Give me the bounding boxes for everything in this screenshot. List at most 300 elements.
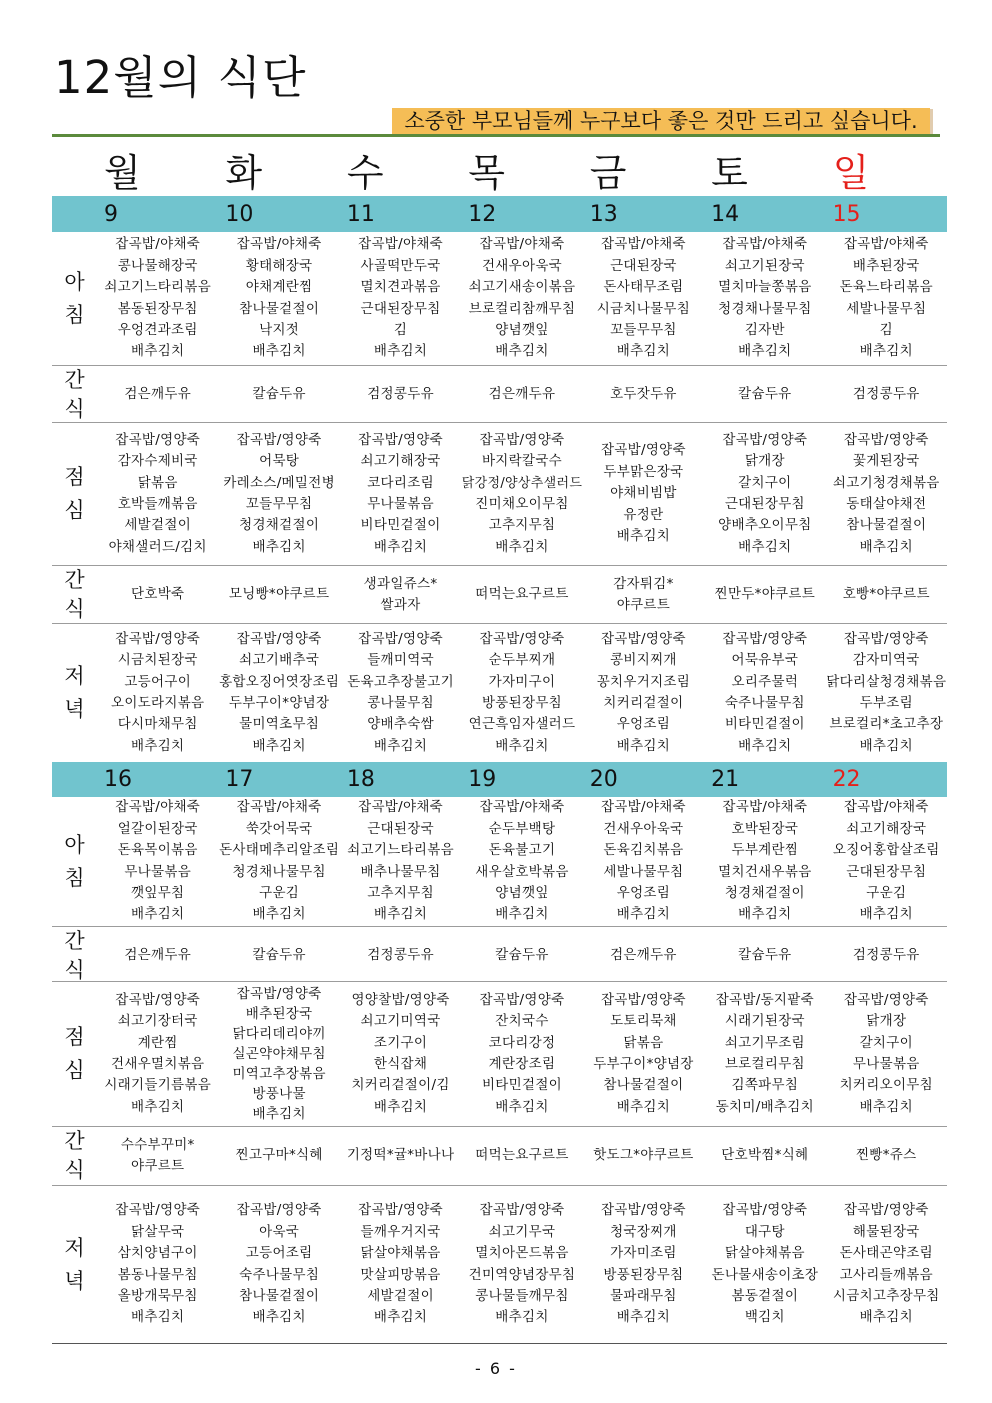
date-number: 18 [346, 767, 375, 792]
menu-item: 검은깨두유 [610, 947, 677, 964]
menu-cell [461, 366, 582, 424]
menu-item: 해물된장국 [852, 1223, 920, 1240]
menu-item: 잡곡밥/영양죽 [600, 991, 686, 1008]
menu-item: 배추김치 [252, 538, 306, 555]
menu-item: 잡곡밥/영양죽 [358, 630, 444, 647]
menu-item: 돈육불고기 [488, 842, 556, 859]
meal-label-char: 간 [64, 368, 85, 392]
menu-item: 쇠고기새송이볶음 [468, 279, 576, 296]
menu-item: 잡곡밥/영양죽 [236, 630, 322, 647]
menu-item: 잡곡밥/영양죽 [600, 630, 686, 647]
menu-item: 닭다리살청경채볶음 [826, 673, 947, 690]
menu-item: 오징어홍합살조림 [832, 842, 940, 859]
menu-item: 두부계란찜 [731, 842, 799, 859]
menu-item: 닭살무국 [131, 1223, 185, 1240]
menu-item: 돈사태무조림 [603, 279, 684, 296]
menu-cell [461, 624, 582, 762]
menu-item: 치커리겉절이/김 [351, 1077, 450, 1094]
menu-item: 검은깨두유 [124, 386, 192, 403]
menu-item: 브로컬리참깨무침 [468, 300, 576, 317]
meal-label-char: 식 [64, 597, 85, 621]
menu-item: 두부조림 [859, 695, 913, 711]
menu-item: 우엉견과조림 [117, 321, 198, 338]
menu-item: 잡곡밥/영양죽 [843, 431, 929, 448]
menu-item: 잡곡밥/영양죽 [722, 630, 808, 647]
menu-item: 잡곡밥/야채죽 [358, 799, 444, 816]
menu-item: 청경채나물무침 [718, 300, 812, 317]
menu-item: 잡곡밥/영양죽 [843, 1202, 929, 1219]
meal-label-char: 점 [64, 1025, 85, 1049]
menu-item: 감자미역국 [852, 652, 920, 669]
menu-item: 잡곡밥/동지팥죽 [715, 991, 814, 1008]
menu-item: 근대된장무침 [846, 863, 927, 880]
menu-cell [340, 797, 461, 926]
menu-item: 봄동겉절이 [731, 1287, 799, 1304]
menu-item: 고등어조림 [245, 1245, 313, 1262]
meal-row-lunch [52, 423, 947, 566]
menu-item: 칼슘두유 [495, 947, 549, 964]
menu-item: 야채비빔밥 [610, 485, 677, 502]
meal-label-char: 저 [64, 664, 85, 688]
menu-item: 단호박찜*식혜 [721, 1147, 809, 1164]
menu-item: 맛살피망볶음 [360, 1266, 441, 1283]
weekday-label: 수 [346, 151, 384, 195]
menu-item: 황태해장국 [245, 257, 313, 274]
menu-item: 배추김치 [373, 906, 428, 923]
menu-item: 얼갈이된장국 [117, 820, 198, 837]
menu-cell [218, 982, 339, 1126]
menu-item: 단호박죽 [131, 586, 185, 603]
menu-cell [340, 1127, 461, 1185]
meal-label-char: 침 [64, 865, 85, 890]
menu-item: 참나물겉절이 [239, 300, 320, 317]
meal-label [52, 982, 97, 1126]
menu-item: 순두부찌개 [488, 652, 556, 669]
menu-item: 카레소스/메밀전병 [223, 474, 335, 491]
menu-item: 잡곡밥/영양죽 [115, 630, 201, 647]
menu-cell [583, 1127, 704, 1185]
menu-item: 숙주나물무침 [239, 1266, 320, 1283]
menu-item: 멸치견과볶음 [360, 279, 441, 296]
menu-cell [97, 423, 218, 565]
menu-item: 배추김치 [252, 737, 306, 754]
menu-item: 칼슘두유 [738, 386, 792, 403]
meal-row-lunch [52, 982, 947, 1127]
menu-item: 잡곡밥/영양죽 [600, 442, 686, 459]
menu-item: 잡곡밥/영양죽 [843, 630, 929, 647]
menu-cell [704, 982, 825, 1126]
menu-cell [340, 927, 461, 985]
menu-item: 쇠고기해장국 [360, 453, 441, 470]
meal-label-char: 녁 [64, 697, 85, 721]
menu-item: 고등어구이 [124, 673, 192, 690]
menu-cell [340, 566, 461, 624]
menu-item: 배추김치 [252, 1106, 306, 1123]
menu-item: 잡곡밥/영양죽 [479, 1202, 565, 1219]
menu-item: 검은깨두유 [488, 386, 556, 403]
menu-item: 칼슘두유 [252, 386, 306, 403]
menu-cell [340, 624, 461, 762]
menu-item: 배추김치 [859, 906, 913, 923]
menu-item: 두부맑은장국 [603, 463, 684, 480]
menu-item: 진미채오이무침 [475, 496, 569, 512]
menu-item: 배추김치 [738, 538, 792, 555]
menu-item: 대구탕 [744, 1223, 785, 1240]
meal-label-char: 녁 [64, 1268, 85, 1293]
menu-item: 수수부꾸미* [120, 1136, 195, 1153]
menu-item: 검정콩두유 [852, 386, 920, 403]
menu-item: 꼬들무무침 [245, 496, 313, 512]
menu-item: 돈육느타리볶음 [839, 279, 933, 296]
menu-item: 시금치된장국 [117, 652, 198, 669]
menu-cell [704, 1127, 825, 1185]
menu-item: 물파래무침 [610, 1287, 677, 1304]
menu-item: 잡곡밥/영양죽 [600, 1202, 686, 1219]
menu-item: 쇠고기해장국 [846, 820, 927, 837]
menu-item: 물미역초무침 [239, 716, 320, 733]
meal-label [52, 566, 97, 624]
meal-label-char: 식 [64, 397, 85, 421]
page-title: 12월의 식단 [54, 51, 307, 104]
menu-item: 배추김치 [131, 1098, 185, 1115]
menu-cell [218, 927, 339, 985]
menu-item: 양배추오이무침 [718, 517, 812, 534]
menu-item: 꼬들무무침 [610, 321, 677, 338]
menu-item: 배추된장국 [245, 1005, 313, 1022]
menu-cell [704, 1186, 825, 1343]
menu-item: 청경채겉절이 [724, 884, 805, 901]
menu-cell [218, 232, 339, 365]
menu-cell [704, 366, 825, 424]
menu-item: 가자미조림 [610, 1245, 677, 1262]
date-number: 11 [346, 201, 375, 227]
menu-item: 기정떡*귤*바나나 [346, 1147, 455, 1164]
menu-item: 잡곡밥/영양죽 [236, 1202, 322, 1219]
menu-cell [97, 366, 218, 424]
meal-label-char: 심 [64, 498, 85, 522]
weekday-label-sunday: 일 [832, 151, 870, 195]
menu-item: 잡곡밥/영양죽 [722, 1202, 808, 1219]
menu-item: 참나물겉절이 [603, 1077, 684, 1094]
menu-item: 시래기들기름볶음 [104, 1077, 212, 1094]
menu-item: 돈육김치볶음 [603, 842, 684, 859]
menu-item: 검은깨두유 [124, 947, 192, 964]
date-number: 17 [225, 767, 254, 792]
menu-item: 배추김치 [616, 528, 671, 545]
menu-item: 멸치건새우볶음 [718, 863, 812, 880]
menu-item: 김쪽파무침 [731, 1077, 799, 1094]
date-number: 20 [589, 767, 618, 792]
menu-item: 잡곡밥/영양죽 [722, 431, 808, 448]
menu-item: 배추김치 [252, 343, 306, 360]
meal-label [52, 927, 97, 985]
menu-item: 어묵유부국 [731, 652, 799, 669]
menu-item: 칼슘두유 [252, 947, 306, 964]
page-subtitle-highlight: 소중한 부모님들께 누구보다 좋은 것만 드리고 싶습니다. [392, 108, 930, 135]
meal-row-dinner [52, 624, 947, 762]
menu-item: 멸치마늘쫑볶음 [718, 279, 812, 296]
menu-item: 순두부백탕 [488, 820, 556, 837]
menu-cell [461, 566, 582, 624]
menu-cell [583, 982, 704, 1126]
menu-item: 양념깻잎 [495, 884, 549, 901]
menu-item: 닭볶음 [623, 1034, 664, 1051]
menu-item: 세발나물무침 [846, 300, 927, 317]
menu-item: 콩나물무침 [367, 695, 434, 711]
menu-item: 청경채나물무침 [232, 863, 326, 880]
menu-item: 잡곡밥/야채죽 [479, 799, 565, 816]
menu-item: 떠먹는요구르트 [475, 586, 569, 603]
menu-item: 배추김치 [616, 343, 671, 360]
menu-item: 한식잡채 [373, 1056, 428, 1072]
menu-item: 고추지무침 [367, 884, 434, 901]
meal-label [52, 1186, 97, 1343]
menu-item: 참나물겉절이 [239, 1287, 320, 1304]
menu-cell [704, 232, 825, 365]
menu-item: 잡곡밥/야채죽 [115, 799, 201, 816]
weekday-label: 월 [104, 151, 141, 195]
menu-cell [583, 566, 704, 624]
meal-label-char: 간 [64, 568, 85, 592]
menu-cell [340, 232, 461, 365]
menu-item: 배추김치 [859, 538, 913, 555]
menu-item: 계란찜 [137, 1034, 178, 1051]
menu-item: 잡곡밥/야채죽 [600, 799, 686, 816]
menu-item: 떠먹는요구르트 [475, 1147, 569, 1164]
menu-item: 찐빵*쥬스 [856, 1147, 917, 1164]
menu-item: 잡곡밥/야채죽 [236, 236, 322, 253]
menu-item: 야채계란찜 [245, 279, 313, 296]
meal-label-char: 간 [64, 929, 85, 953]
menu-item: 세발겉절이 [367, 1287, 434, 1304]
menu-item: 호두잣두유 [610, 386, 677, 403]
menu-cell [704, 423, 825, 565]
menu-item: 어묵탕 [259, 453, 300, 470]
menu-item: 콩나물들깨무침 [475, 1287, 569, 1304]
menu-item: 참나물겉절이 [846, 517, 927, 534]
menu-item: 생과일쥬스* [363, 575, 438, 592]
menu-cell [218, 1127, 339, 1185]
menu-item: 배추김치 [495, 1098, 549, 1115]
menu-item: 잡곡밥/영양죽 [358, 431, 444, 448]
menu-item: 고사리들깨볶음 [839, 1266, 933, 1283]
menu-item: 우엉조림 [616, 716, 671, 733]
menu-item: 감자수제비국 [117, 453, 198, 470]
menu-cell [826, 624, 947, 762]
date-number: 14 [711, 201, 740, 227]
menu-item: 브로컬리*초고추장 [829, 716, 944, 733]
menu-item: 갈치구이 [859, 1034, 913, 1051]
weekday-header [52, 150, 947, 196]
menu-item: 시금치나물무침 [596, 300, 691, 317]
menu-cell [461, 232, 582, 365]
meal-label [52, 423, 97, 565]
menu-item: 들깨미역국 [367, 652, 434, 669]
menu-item: 근대된장무침 [724, 496, 805, 512]
menu-cell [826, 927, 947, 985]
menu-item: 잡곡밥/야채죽 [722, 799, 808, 816]
menu-item: 잡곡밥/영양죽 [115, 1202, 201, 1219]
menu-item: 김 [879, 321, 893, 338]
menu-item: 올방개묵무침 [117, 1287, 198, 1304]
menu-item: 김 [393, 321, 408, 338]
meal-label-char: 간 [64, 1129, 85, 1153]
menu-item: 배추김치 [738, 906, 792, 923]
menu-item: 구운김 [866, 884, 907, 901]
menu-cell [97, 982, 218, 1126]
menu-item: 양배추숙쌈 [367, 716, 434, 733]
menu-item: 검정콩두유 [367, 947, 434, 964]
menu-item: 쇠고기무국 [488, 1223, 556, 1240]
menu-cell [218, 423, 339, 565]
menu-cell [826, 232, 947, 365]
menu-item: 새우살호박볶음 [475, 863, 569, 880]
menu-item: 쇠고기미역국 [360, 1013, 441, 1030]
menu-cell [583, 1186, 704, 1343]
menu-item: 근대된장국 [367, 820, 434, 837]
menu-cell [461, 423, 582, 565]
menu-item: 잡곡밥/영양죽 [358, 1202, 444, 1219]
date-number: 10 [225, 201, 254, 227]
menu-item: 야쿠르트 [616, 597, 671, 613]
menu-cell [461, 1127, 582, 1185]
menu-item: 배추김치 [131, 343, 185, 360]
menu-cell [826, 566, 947, 624]
menu-item: 코다리강정 [488, 1034, 556, 1051]
menu-item: 검정콩두유 [367, 386, 434, 403]
menu-item: 배추김치 [373, 1098, 428, 1115]
menu-item: 쇠고기느타리볶음 [104, 279, 212, 296]
menu-item: 배추김치 [859, 343, 913, 360]
menu-item: 닭강정/양상추샐러드 [461, 475, 583, 491]
menu-item: 건새우아욱국 [603, 820, 684, 837]
menu-cell [826, 1127, 947, 1185]
menu-cell [97, 927, 218, 985]
menu-cell [826, 366, 947, 424]
menu-cell [583, 927, 704, 985]
menu-item: 돈사태곤약조림 [839, 1245, 933, 1262]
menu-cell [97, 232, 218, 365]
menu-item: 잡곡밥/영양죽 [236, 985, 322, 1002]
menu-item: 잡곡밥/영양죽 [115, 431, 201, 448]
menu-item: 콩비지찌개 [610, 652, 677, 669]
meal-label-char: 아 [64, 269, 85, 294]
menu-item: 낙지젓 [259, 321, 300, 338]
menu-item: 배추김치 [859, 1309, 913, 1326]
menu-item: 아욱국 [259, 1223, 300, 1240]
meal-label-char: 저 [64, 1235, 85, 1260]
menu-cell [218, 366, 339, 424]
menu-cell [583, 624, 704, 762]
page-number: - 6 - [475, 1359, 517, 1378]
menu-item: 잡곡밥/영양죽 [479, 431, 565, 448]
meal-label-char: 점 [64, 465, 85, 489]
menu-item: 배추김치 [738, 343, 792, 360]
menu-item: 찐만두*야쿠르트 [714, 586, 816, 603]
menu-item: 닭볶음 [137, 474, 178, 491]
menu-item: 김자반 [744, 321, 785, 338]
menu-cell [218, 566, 339, 624]
menu-cell [340, 423, 461, 565]
menu-cell [97, 566, 218, 624]
menu-item: 비타민겉절이 [724, 716, 805, 733]
menu-cell [583, 366, 704, 424]
meal-label-char: 아 [64, 832, 85, 857]
menu-cell [97, 797, 218, 926]
menu-item: 쇠고기장터국 [117, 1013, 198, 1030]
menu-item: 치커리오이무침 [839, 1077, 933, 1094]
menu-item: 잡곡밥/야채죽 [843, 236, 929, 253]
menu-item: 연근흑임자샐러드 [468, 716, 576, 733]
menu-item: 백김치 [744, 1309, 785, 1326]
menu-item: 고추지무침 [488, 517, 556, 534]
menu-item: 무나물볶음 [124, 863, 192, 880]
menu-item: 계란장조림 [488, 1056, 556, 1072]
weekday-label: 화 [225, 151, 263, 195]
menu-item: 오리주물럭 [731, 673, 799, 690]
menu-item: 청국장찌개 [610, 1223, 677, 1240]
menu-cell [826, 797, 947, 926]
menu-item: 꽁치우거지조림 [596, 673, 691, 690]
menu-item: 잡곡밥/영양죽 [479, 630, 565, 647]
menu-item: 배추김치 [495, 1309, 549, 1326]
menu-item: 잡곡밥/영양죽 [236, 431, 322, 448]
meal-row-snack-pm [52, 1127, 947, 1186]
menu-item: 잡곡밥/야채죽 [236, 799, 322, 816]
menu-cell [340, 366, 461, 424]
menu-item: 구운김 [259, 884, 300, 901]
menu-item: 쌀과자 [380, 597, 421, 613]
menu-item: 잡곡밥/야채죽 [843, 799, 929, 816]
menu-item: 배추김치 [131, 906, 185, 923]
date-number: 21 [711, 767, 740, 792]
menu-cell [218, 797, 339, 926]
menu-item: 배추된장국 [852, 257, 920, 274]
menu-item: 세발겉절이 [124, 517, 192, 534]
menu-item: 칼슘두유 [738, 947, 792, 964]
menu-item: 배추김치 [495, 737, 549, 754]
menu-cell [461, 797, 582, 926]
menu-item: 닭개장 [866, 1013, 907, 1030]
meal-row-snack-pm [52, 566, 947, 624]
menu-item: 멸치아몬드볶음 [475, 1245, 569, 1262]
date-number: 16 [104, 767, 132, 792]
menu-item: 배추김치 [859, 1098, 913, 1115]
menu-item: 들깨우거지국 [360, 1223, 441, 1240]
menu-item: 미역고추장볶음 [232, 1066, 326, 1083]
menu-item: 건새우아욱국 [481, 257, 563, 274]
meal-label-char: 식 [64, 1158, 85, 1182]
menu-item: 야채샐러드/김치 [108, 538, 207, 555]
menu-item: 동치미/배추김치 [715, 1098, 814, 1115]
menu-item: 잡곡밥/영양죽 [843, 991, 929, 1008]
menu-item: 우엉조림 [616, 884, 671, 901]
menu-item: 배추김치 [616, 1309, 671, 1326]
menu-item: 배추김치 [495, 343, 549, 360]
menu-item: 배추김치 [252, 906, 306, 923]
menu-item: 쇠고기배추국 [239, 652, 320, 669]
meal-row-breakfast [52, 797, 947, 927]
menu-cell [826, 982, 947, 1126]
menu-item: 두부구이*양념장 [228, 695, 330, 711]
menu-cell [826, 423, 947, 565]
menu-item: 동태살야채전 [846, 496, 927, 512]
menu-item: 호박된장국 [731, 820, 799, 837]
menu-item: 잔치국수 [495, 1013, 549, 1030]
menu-cell [218, 1186, 339, 1343]
menu-item: 사골떡만두국 [360, 257, 441, 274]
menu-item: 돈나물새송이초장 [711, 1266, 819, 1283]
